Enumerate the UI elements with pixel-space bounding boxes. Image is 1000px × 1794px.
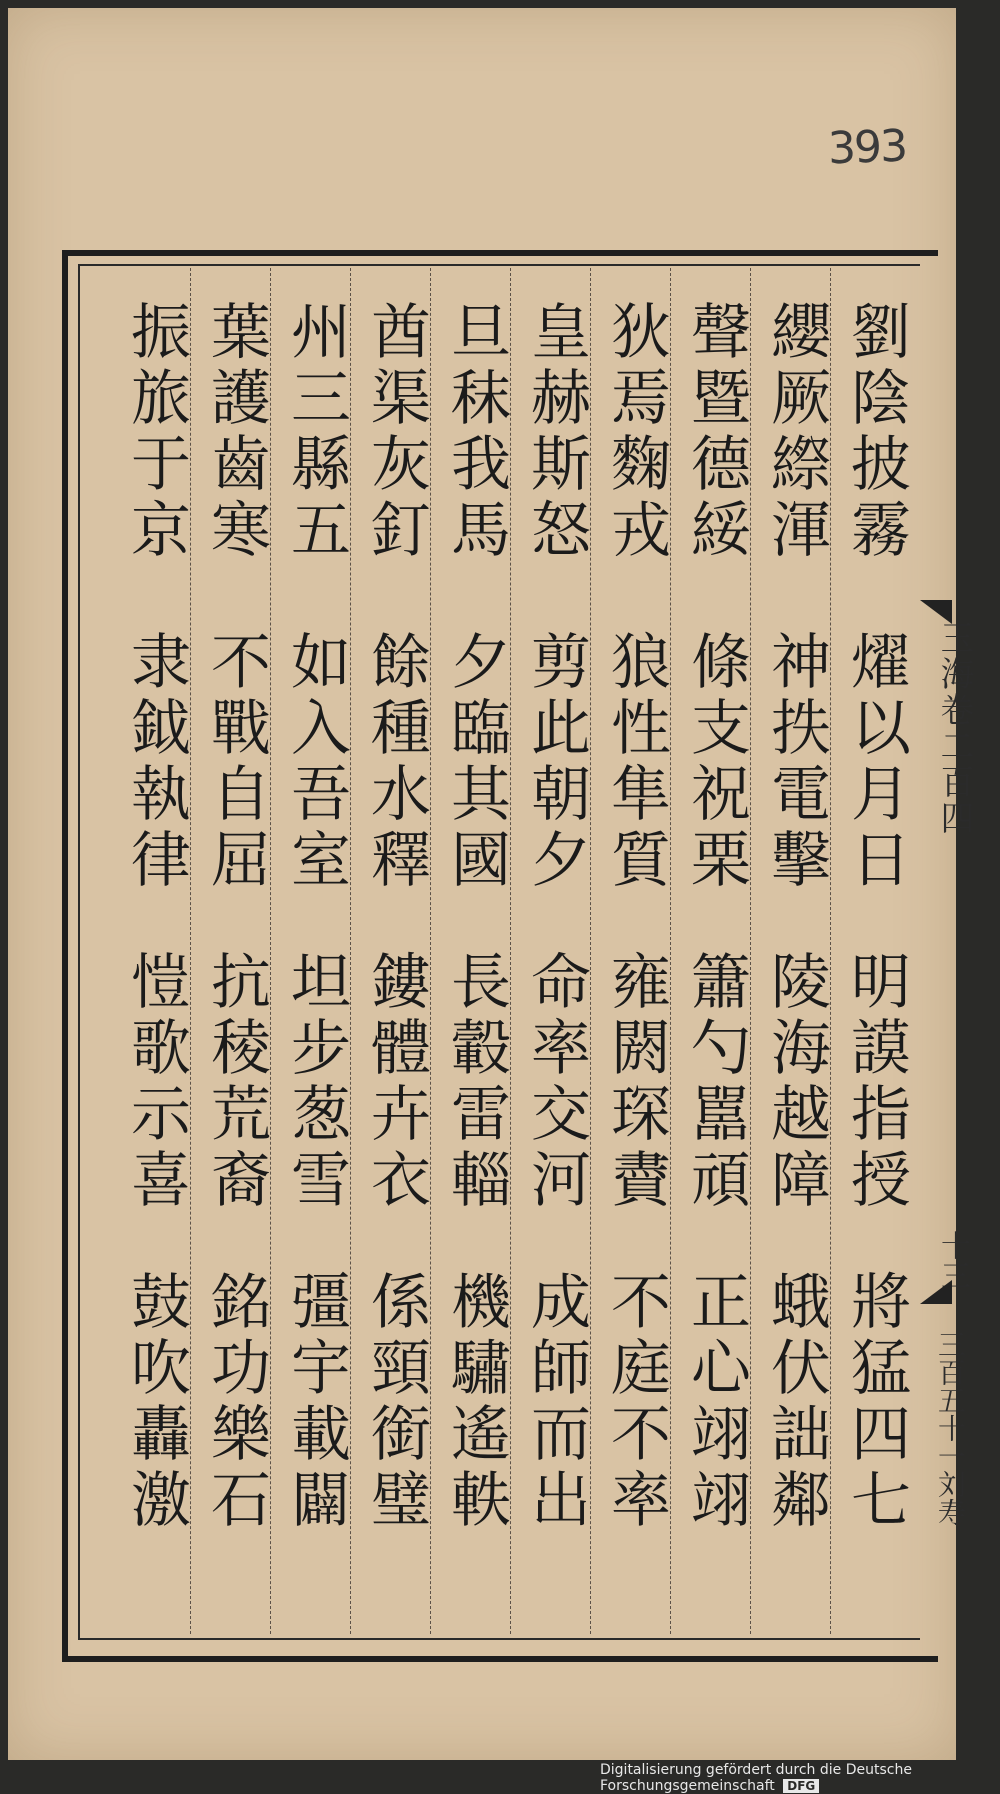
margin-count: 三百五十一刘寿 — [934, 1330, 967, 1526]
verse-phrase: 皇赫斯怒 — [521, 300, 591, 564]
text-column — [358, 300, 434, 1630]
verse-phrase: 不戰自屈 — [201, 630, 271, 894]
verse-phrase: 振旅于京 — [121, 300, 191, 564]
verse-phrase: 鏤體卉衣 — [361, 950, 431, 1214]
verse-phrase: 隶鉞執律 — [121, 630, 191, 894]
verse-phrase: 劉陰披霧 — [841, 300, 911, 564]
verse-phrase: 燿以月日 — [841, 630, 911, 894]
text-column — [598, 300, 674, 1630]
verse-phrase: 愷歌示喜 — [121, 950, 191, 1214]
verse-phrase: 狄焉麴戎 — [601, 300, 671, 564]
verse-phrase: 係頸銜璧 — [361, 1270, 431, 1534]
verse-phrase: 雍閼琛賮 — [601, 950, 671, 1214]
verse-phrase: 陵海越障 — [761, 950, 831, 1214]
verse-phrase: 彊宇載闢 — [281, 1270, 351, 1534]
page-number: 393 — [827, 120, 907, 175]
verse-phrase: 纓厥縩渾 — [761, 300, 831, 564]
dfg-logo: DFG — [783, 1779, 819, 1793]
verse-phrase: 機驌遙軼 — [441, 1270, 511, 1534]
verse-phrase: 將猛四七 — [841, 1270, 911, 1534]
text-column — [758, 300, 834, 1630]
verse-phrase: 餘種水釋 — [361, 630, 431, 894]
verse-phrase: 銘功樂石 — [201, 1270, 271, 1534]
fishtail-bottom — [920, 1280, 952, 1304]
text-column — [678, 300, 754, 1630]
verse-phrase: 酋渠灰釘 — [361, 300, 431, 564]
verse-phrase: 命率交河 — [521, 950, 591, 1214]
verse-phrase: 如入吾室 — [281, 630, 351, 894]
text-column — [118, 300, 194, 1630]
verse-phrase: 鼓吹轟激 — [121, 1270, 191, 1534]
verse-phrase: 神抶電擊 — [761, 630, 831, 894]
footer-text: Digitalisierung gefördert durch die Deutsche Forschungsgemeinschaft — [600, 1762, 912, 1794]
text-column — [278, 300, 354, 1630]
margin-title: 玉海卷二百四 — [934, 620, 974, 836]
verse-phrase: 州三縣五 — [281, 300, 351, 564]
verse-phrase: 夕臨其國 — [441, 630, 511, 894]
text-column — [838, 300, 914, 1630]
verse-phrase: 正心翊翊 — [681, 1270, 751, 1534]
text-column — [518, 300, 594, 1630]
verse-phrase: 簫勺嚚頑 — [681, 950, 751, 1214]
verse-phrase: 長轂雷輜 — [441, 950, 511, 1214]
verse-phrase: 旦秣我馬 — [441, 300, 511, 564]
verse-phrase: 成師而出 — [521, 1270, 591, 1534]
verse-phrase: 抗稜荒裔 — [201, 950, 271, 1214]
verse-phrase: 不庭不率 — [601, 1270, 671, 1534]
verse-phrase: 剪此朝夕 — [521, 630, 591, 894]
verse-phrase: 坦步葱雪 — [281, 950, 351, 1214]
margin-leaf: 十三 — [935, 1230, 970, 1290]
verse-phrase: 蛾伏詘鄰 — [761, 1270, 831, 1534]
verse-phrase: 條支祝栗 — [681, 630, 751, 894]
verse-phrase: 葉護齒寒 — [201, 300, 271, 564]
text-column — [198, 300, 274, 1630]
verse-phrase: 聲暨德綏 — [681, 300, 751, 564]
text-column — [438, 300, 514, 1630]
verse-phrase: 狼性隼質 — [601, 630, 671, 894]
footer — [600, 1762, 1000, 1794]
verse-phrase: 明謨指授 — [841, 950, 911, 1214]
